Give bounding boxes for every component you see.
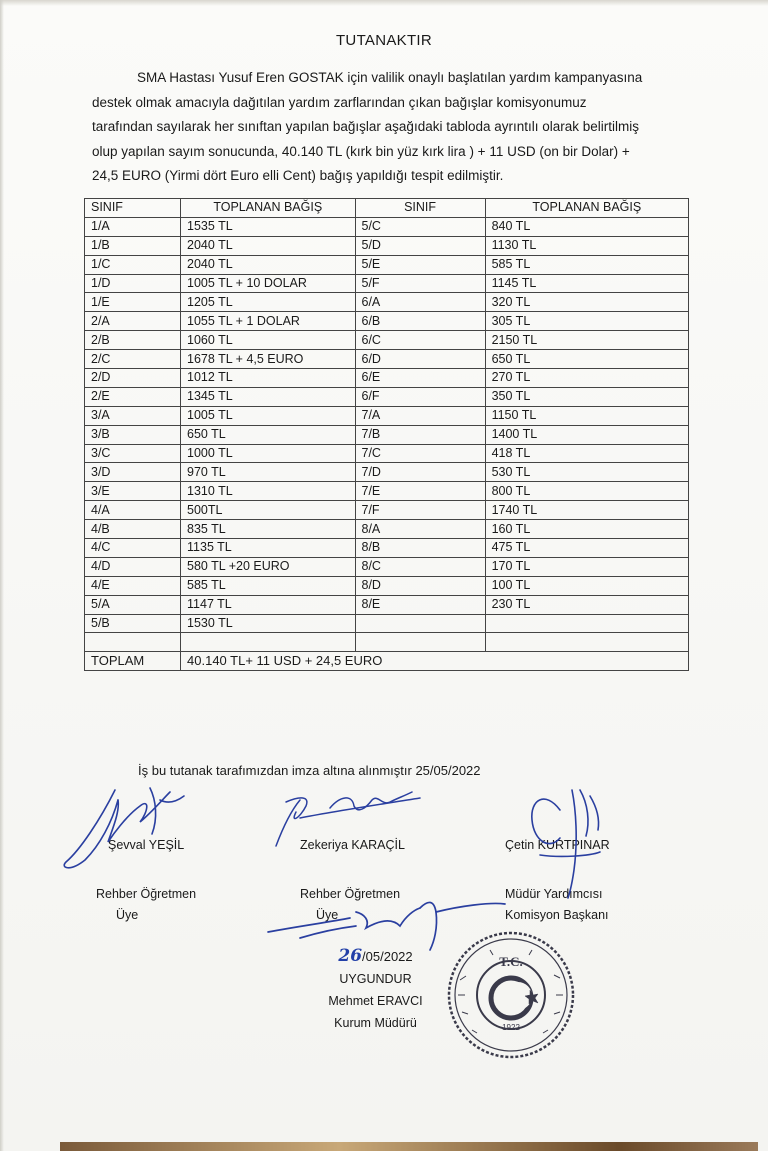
table-body: [85, 217, 689, 651]
row-class-right: [355, 614, 485, 633]
row-donation-right: 170 TL: [485, 557, 688, 576]
document-title: TUTANAKTIR: [335, 32, 433, 49]
row-class-right: [355, 633, 485, 652]
row-class-left: 2/B: [85, 331, 181, 350]
table-row: [85, 274, 689, 293]
row-class-right: 6/A: [355, 293, 485, 312]
row-class-left: 3/D: [85, 463, 181, 482]
row-class-left: 1/A: [85, 217, 181, 236]
row-class-left: 1/C: [85, 255, 181, 274]
table-row: [85, 463, 689, 482]
signer-2: [300, 835, 405, 926]
row-donation-right: 1150 TL: [485, 406, 688, 425]
row-class-left: 1/E: [85, 293, 181, 312]
row-class-left: [85, 633, 181, 652]
table-row: [85, 482, 689, 501]
row-donation-left: 2040 TL: [181, 236, 355, 255]
row-class-right: 7/D: [355, 463, 485, 482]
row-donation-right: 1400 TL: [485, 425, 688, 444]
approval-block: [318, 945, 433, 1034]
row-class-right: 5/C: [355, 217, 485, 236]
approval-name: Mehmet ERAVCI: [328, 994, 423, 1008]
table-row: [85, 614, 689, 633]
signer-2-role: Rehber Öğretmen: [300, 887, 401, 901]
table-row: [85, 236, 689, 255]
signer-3-title: Komisyon Başkanı: [505, 908, 609, 922]
approval-title: Kurum Müdürü: [334, 1016, 417, 1030]
table-header-row: [85, 199, 689, 218]
header-class-1: SINIF: [85, 199, 181, 218]
row-class-left: 4/E: [85, 576, 181, 595]
signer-3-name: Çetin KURTPINAR: [505, 838, 610, 852]
row-class-right: 8/C: [355, 557, 485, 576]
row-donation-left: 1535 TL: [181, 217, 355, 236]
total-row: [85, 652, 689, 671]
row-class-left: 2/C: [85, 350, 181, 369]
signer-2-title: Üye: [316, 908, 339, 922]
row-class-left: 3/A: [85, 406, 181, 425]
row-donation-left: 580 TL +20 EURO: [181, 557, 355, 576]
table-row: [85, 217, 689, 236]
scan-left-edge: [0, 0, 4, 1151]
intro-line-4: olup yapılan sayım sonucunda, 40.140 TL (kırk bin yüz kırk lira ) + 11 USD (on bir Dolar) +: [92, 143, 630, 159]
row-donation-right: 350 TL: [485, 387, 688, 406]
row-class-right: 7/A: [355, 406, 485, 425]
approval-date-handwritten: 26: [338, 946, 363, 966]
intro-paragraph: [92, 66, 692, 189]
stamp-year-text: 1922: [502, 1023, 520, 1032]
row-donation-left: 585 TL: [181, 576, 355, 595]
total-label: TOPLAM: [85, 652, 181, 671]
row-class-left: 2/D: [85, 369, 181, 388]
row-donation-left: 650 TL: [181, 425, 355, 444]
row-class-right: 6/D: [355, 350, 485, 369]
signature-statement: İş bu tutanak tarafımızdan imza altına alınmıştır 25/05/2022: [138, 763, 481, 778]
row-donation-left: 1205 TL: [181, 293, 355, 312]
approval-status: UYGUNDUR: [339, 972, 412, 986]
row-donation-left: 835 TL: [181, 520, 355, 539]
signer-3: [505, 835, 610, 926]
row-class-right: 5/F: [355, 274, 485, 293]
intro-line-1-text: SMA Hastası Yusuf Eren GOSTAK için valilik onaylı başlatılan yardım kampanyasına: [137, 70, 643, 85]
row-donation-right: 418 TL: [485, 444, 688, 463]
row-class-left: 3/E: [85, 482, 181, 501]
row-donation-left: 970 TL: [181, 463, 355, 482]
row-class-left: 5/B: [85, 614, 181, 633]
header-donation-2: TOPLANAN BAĞIŞ: [485, 199, 688, 218]
signer-1-role: Rehber Öğretmen: [96, 887, 197, 901]
row-class-left: 4/C: [85, 539, 181, 558]
row-class-right: 6/B: [355, 312, 485, 331]
table-row: [85, 255, 689, 274]
row-donation-right: 475 TL: [485, 539, 688, 558]
row-donation-right: 650 TL: [485, 350, 688, 369]
row-donation-right: 1145 TL: [485, 274, 688, 293]
row-donation-right: 2150 TL: [485, 331, 688, 350]
table-row: [85, 350, 689, 369]
approval-date-printed: /05/2022: [362, 949, 413, 964]
row-class-left: 4/D: [85, 557, 181, 576]
row-class-left: 3/C: [85, 444, 181, 463]
row-class-left: 2/E: [85, 387, 181, 406]
table-row: [85, 557, 689, 576]
row-class-left: 4/B: [85, 520, 181, 539]
intro-line-1: [92, 66, 692, 91]
header-donation-1: TOPLANAN BAĞIŞ: [181, 199, 355, 218]
row-donation-right: 840 TL: [485, 217, 688, 236]
table-row: [85, 331, 689, 350]
row-donation-left: 1005 TL + 10 DOLAR: [181, 274, 355, 293]
row-donation-left: 1678 TL + 4,5 EURO: [181, 350, 355, 369]
approval-date: [318, 945, 433, 968]
row-donation-left: 1055 TL + 1 DOLAR: [181, 312, 355, 331]
row-donation-left: 1530 TL: [181, 614, 355, 633]
row-donation-left: 1000 TL: [181, 444, 355, 463]
row-donation-left: 1135 TL: [181, 539, 355, 558]
intro-line-5: 24,5 EURO (Yirmi dört Euro elli Cent) bağış yapıldığı tespit edilmiştir.: [92, 168, 504, 183]
row-class-right: 7/E: [355, 482, 485, 501]
table-row: [85, 539, 689, 558]
row-class-right: 5/E: [355, 255, 485, 274]
signer-1-name: Şevval YEŞİL: [108, 838, 185, 852]
row-class-right: 7/C: [355, 444, 485, 463]
intro-line-2: destek olmak amacıyla dağıtılan yardım zarflarından çıkan bağışlar komisyonumuz: [92, 94, 587, 110]
row-donation-left: 1012 TL: [181, 369, 355, 388]
row-donation-left: [181, 633, 355, 652]
row-class-right: 7/F: [355, 501, 485, 520]
official-stamp: [449, 933, 573, 1057]
signer-2-name: Zekeriya KARAÇİL: [300, 838, 405, 852]
stamp-tc-text: T.C.: [499, 954, 523, 969]
row-donation-right: 800 TL: [485, 482, 688, 501]
row-class-right: 8/A: [355, 520, 485, 539]
table-row: [85, 595, 689, 614]
table-row: [85, 387, 689, 406]
header-class-2: SINIF: [355, 199, 485, 218]
table-row: [85, 369, 689, 388]
row-donation-left: 2040 TL: [181, 255, 355, 274]
row-class-right: 6/C: [355, 331, 485, 350]
row-class-right: 6/F: [355, 387, 485, 406]
table-row: [85, 444, 689, 463]
donation-table: [84, 198, 689, 671]
row-donation-right: 305 TL: [485, 312, 688, 331]
table-row: [85, 633, 689, 652]
scan-bottom-edge: [60, 1142, 758, 1151]
row-class-right: 6/E: [355, 369, 485, 388]
table-row: [85, 520, 689, 539]
row-class-right: 8/E: [355, 595, 485, 614]
row-donation-right: [485, 633, 688, 652]
table-row: [85, 312, 689, 331]
row-class-right: 5/D: [355, 236, 485, 255]
row-donation-left: 1345 TL: [181, 387, 355, 406]
row-class-left: 2/A: [85, 312, 181, 331]
row-donation-left: 1310 TL: [181, 482, 355, 501]
row-donation-right: 320 TL: [485, 293, 688, 312]
table-row: [85, 425, 689, 444]
row-class-left: 5/A: [85, 595, 181, 614]
signer-3-role: Müdür Yardımcısı: [505, 887, 603, 901]
row-donation-left: 1147 TL: [181, 595, 355, 614]
intro-line-3: tarafından sayılarak her sınıftan yapılan bağışlar aşağıdaki tabloda ayrıntılı olarak belirtilmiş: [92, 119, 640, 134]
row-donation-right: [485, 614, 688, 633]
total-value: 40.140 TL+ 11 USD + 24,5 EURO: [181, 652, 689, 671]
row-class-left: 1/B: [85, 236, 181, 255]
table-row: [85, 501, 689, 520]
row-donation-right: 230 TL: [485, 595, 688, 614]
row-class-left: 1/D: [85, 274, 181, 293]
row-donation-right: 1740 TL: [485, 501, 688, 520]
scan-top-shadow: [0, 0, 768, 6]
signer-1: [96, 835, 196, 926]
row-class-right: 7/B: [355, 425, 485, 444]
row-donation-left: 1060 TL: [181, 331, 355, 350]
row-donation-right: 100 TL: [485, 576, 688, 595]
row-donation-right: 160 TL: [485, 520, 688, 539]
row-class-left: 3/B: [85, 425, 181, 444]
signer-1-title: Üye: [116, 908, 139, 922]
row-class-right: 8/B: [355, 539, 485, 558]
row-donation-right: 530 TL: [485, 463, 688, 482]
row-donation-right: 585 TL: [485, 255, 688, 274]
row-donation-right: 270 TL: [485, 369, 688, 388]
row-donation-left: 500TL: [181, 501, 355, 520]
row-donation-right: 1130 TL: [485, 236, 688, 255]
table-row: [85, 406, 689, 425]
row-class-right: 8/D: [355, 576, 485, 595]
row-class-left: 4/A: [85, 501, 181, 520]
row-donation-left: 1005 TL: [181, 406, 355, 425]
table-row: [85, 293, 689, 312]
table-row: [85, 576, 689, 595]
